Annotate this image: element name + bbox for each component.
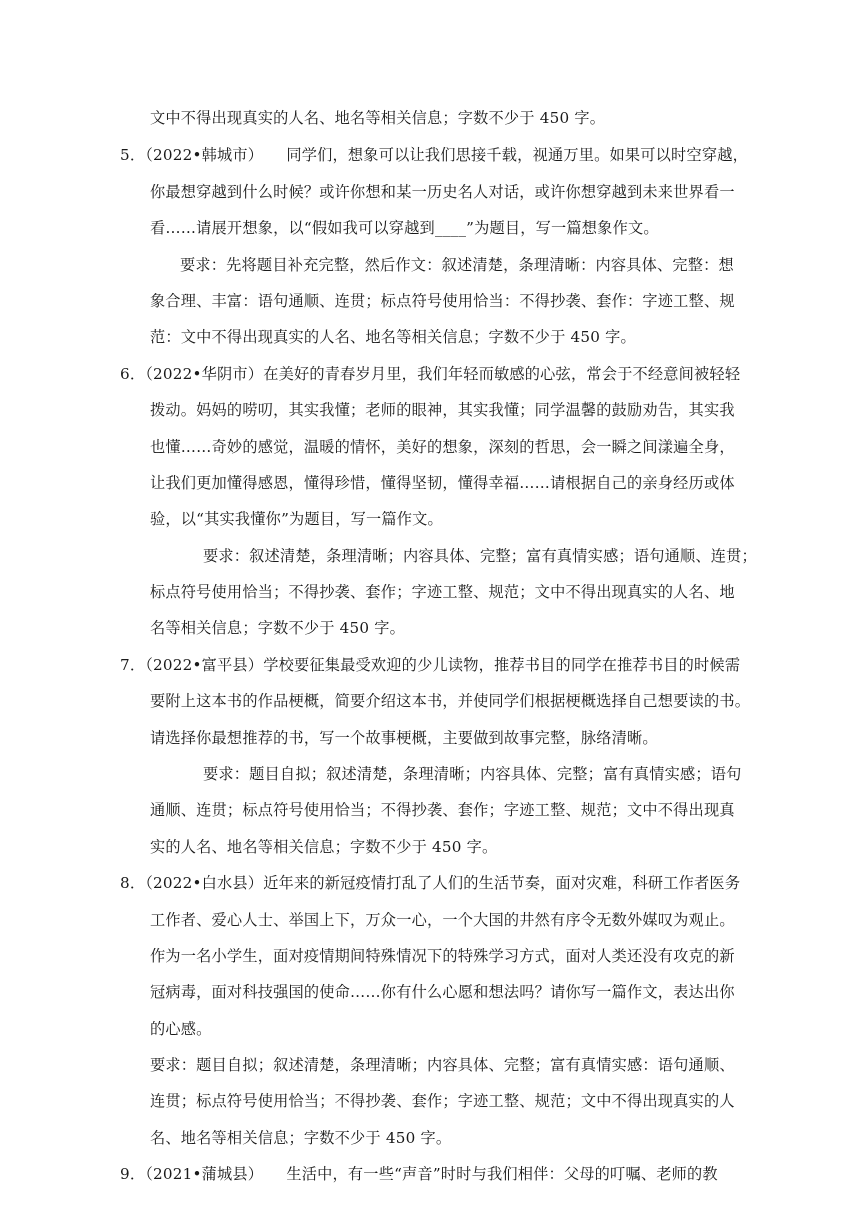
question-8-header: 8．（2022•白水县）近年来的新冠疫情打乱了人们的生活节奏，面对灾难，科研工作者医务 xyxy=(120,874,741,892)
question-9-header: 9．（2021•蒲城县） 生活中，有一些“声音”时时与我们相伴：父母的叮嘱、老师的教 xyxy=(120,1165,718,1183)
text-line: 看……请展开想象，以“假如我可以穿越到____”为题目，写一篇想象作文。 xyxy=(150,219,659,237)
text-line: 工作者、爱心人士、举国上下，万众一心，一个大国的井然有序令无数外媒叹为观止。 xyxy=(150,911,735,929)
text-line: 要附上这本书的作品梗概，简要介绍这本书，并使同学们根据梗概选择自己想要读的书。 xyxy=(150,692,751,710)
text-line: 也懂……奇妙的感觉，温暖的情怀，美好的想象，深刻的哲思，会一瞬之间漾遍全身， xyxy=(150,438,735,456)
text-line: 范：文中不得出现真实的人名、地名等相关信息；字数不少于 450 字。 xyxy=(150,328,636,346)
text-line: 象合理、丰富：语句通顺、连贯；标点符号使用恰当：不得抄袭、套作：字迹工整、规 xyxy=(150,292,735,310)
text-line: 文中不得出现真实的人名、地名等相关信息；字数不少于 450 字。 xyxy=(150,109,606,127)
requirement-line: 要求：先将题目补充完整，然后作文：叙述清楚，条理清晰：内容具体、完整：想 xyxy=(180,256,734,274)
text-line: 验，以“其实我懂你”为题目，写一篇作文。 xyxy=(150,510,443,528)
text-line: 冠病毒，面对科技强国的使命……你有什么心愿和想法吗？请你写一篇作文，表达出你 xyxy=(150,983,735,1001)
text-line: 请选择你最想推荐的书，写一个故事梗概，主要做到故事完整，脉络清晰。 xyxy=(150,729,658,747)
requirement-line: 要求：题目自拟；叙述清楚，条理清晰；内容具体、完整；富有真情实感：语句通顺、 xyxy=(150,1056,735,1074)
text-line: 名、地名等相关信息；字数不少于 450 字。 xyxy=(150,1129,452,1147)
requirement-line: 要求：叙述清楚，条理清晰；内容具体、完整；富有真情实感；语句通顺、连贯； xyxy=(203,547,757,565)
question-6-header: 6．（2022•华阴市）在美好的青春岁月里，我们年轻而敏感的心弦，常会于不经意间被轻轻 xyxy=(120,365,741,383)
text-line: 标点符号使用恰当；不得抄袭、套作；字迹工整、规范；文中不得出现真实的人名、地 xyxy=(150,583,735,601)
text-line: 作为一名小学生，面对疫情期间特殊情况下的特殊学习方式，面对人类还没有攻克的新 xyxy=(150,947,735,965)
text-line: 让我们更加懂得感恩，懂得珍惜，懂得坚韧，懂得幸福……请根据自己的亲身经历或体 xyxy=(150,474,735,492)
text-line: 拨动。妈妈的唠叨，其实我懂；老师的眼神，其实我懂；同学温馨的鼓励劝告，其实我 xyxy=(150,401,735,419)
text-line: 名等相关信息；字数不少于 450 字。 xyxy=(150,619,406,637)
requirement-line: 要求：题目自拟；叙述清楚，条理清晰；内容具体、完整；富有真情实感；语句 xyxy=(203,765,742,783)
question-5-header: 5．（2022•韩城市） 同学们，想象可以让我们思接千载，视通万里。如果可以时空穿越， xyxy=(120,146,748,164)
text-line: 实的人名、地名等相关信息；字数不少于 450 字。 xyxy=(150,838,498,856)
text-line: 的心感。 xyxy=(150,1020,212,1038)
text-line: 你最想穿越到什么时候？或许你想和某一历史名人对话，或许你想穿越到未来世界看一 xyxy=(150,183,735,201)
text-line: 连贯；标点符号使用恰当；不得抄袭、套作；字迹工整、规范；文中不得出现真实的人 xyxy=(150,1092,735,1110)
question-7-header: 7．（2022•富平县）学校要征集最受欢迎的少儿读物，推荐书目的同学在推荐书目的时候需 xyxy=(120,656,741,674)
text-line: 通顺、连贯；标点符号使用恰当；不得抄袭、套作；字迹工整、规范；文中不得出现真 xyxy=(150,801,735,819)
